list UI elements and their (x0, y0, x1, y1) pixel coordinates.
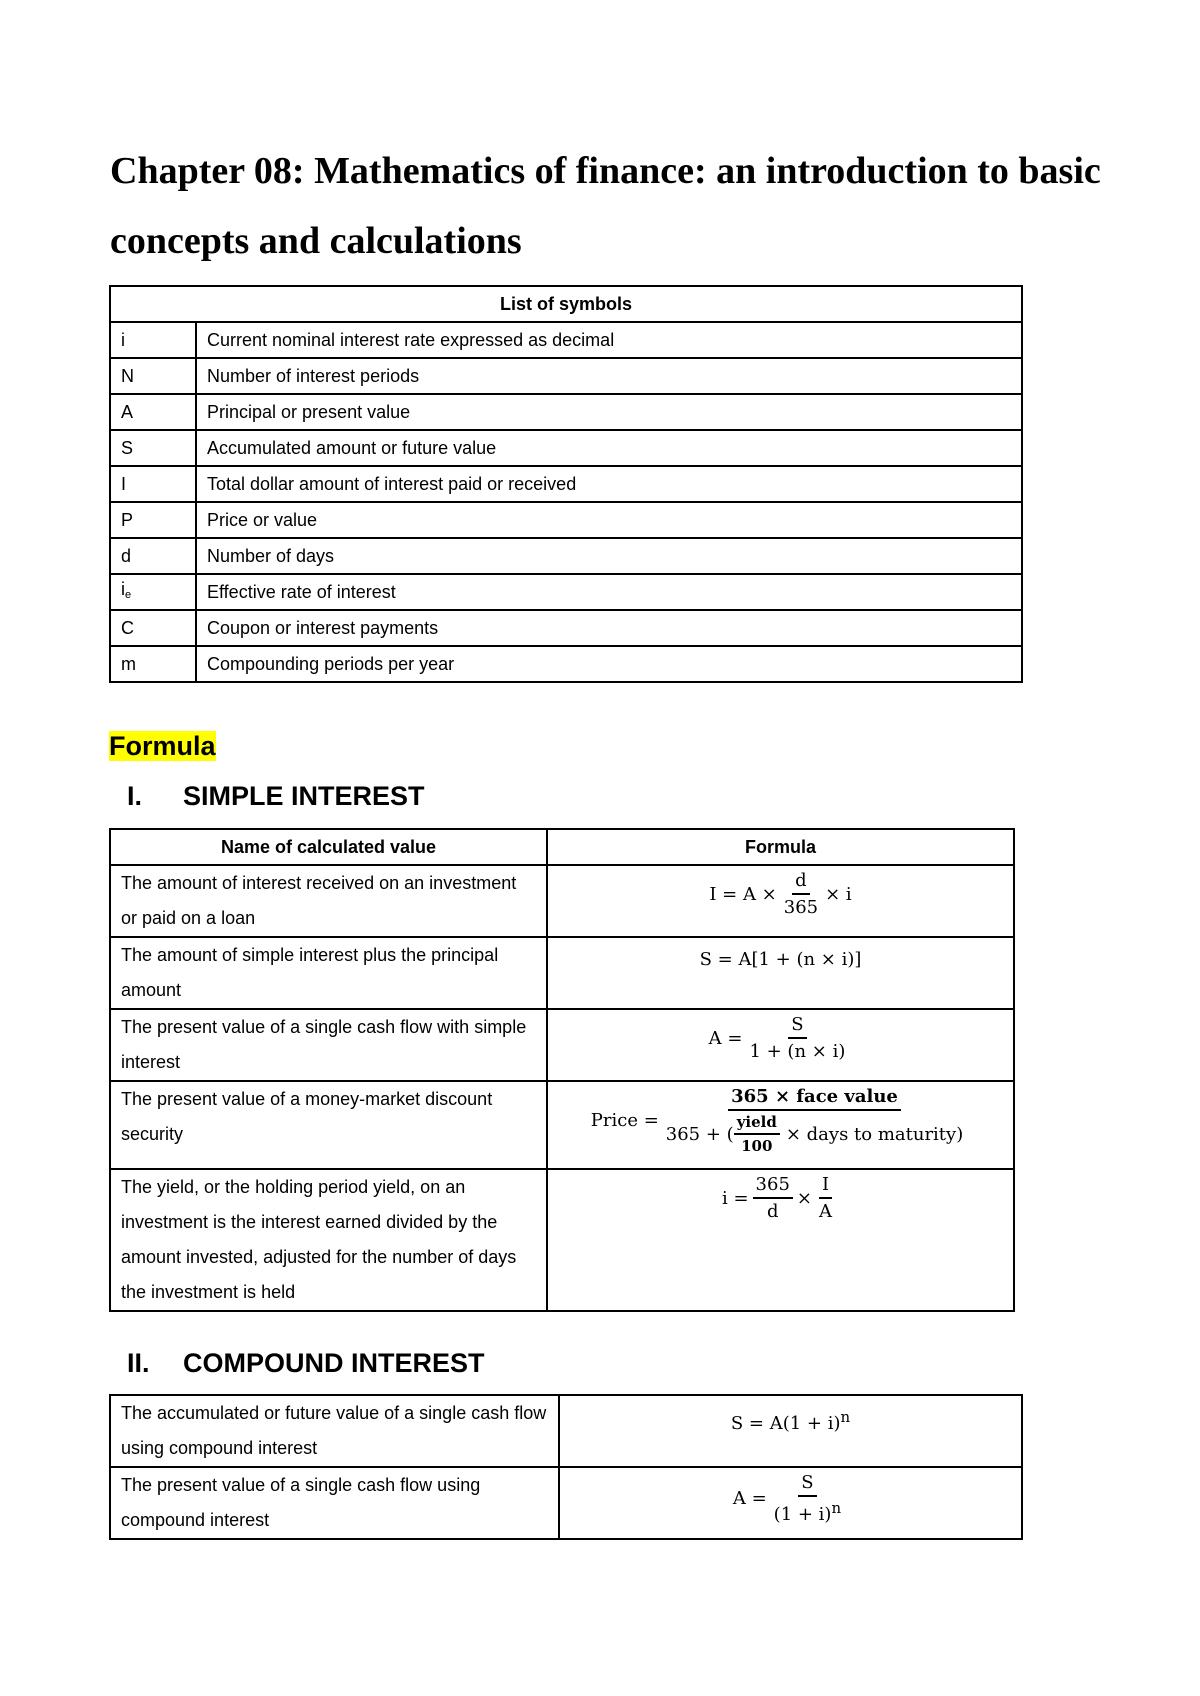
table-row (110, 322, 1022, 358)
table-row (110, 1169, 1014, 1311)
denominator-suffix: × days to maturity) (785, 1123, 964, 1145)
symbol-cell: N (110, 358, 196, 394)
fraction-denominator: 1 + (n × i) (749, 1041, 846, 1062)
formula (733, 1472, 848, 1525)
nested-numerator: yield (734, 1113, 780, 1135)
compound-interest-heading (127, 1345, 485, 1381)
symbol-cell (110, 574, 196, 610)
meaning-cell: Coupon or interest payments (196, 610, 1022, 646)
formula-heading-highlight: Formula (109, 731, 216, 761)
symbols-table-header: List of symbols (110, 286, 1022, 322)
fraction-denominator (771, 1497, 844, 1525)
table-row (110, 394, 1022, 430)
fraction (663, 1086, 966, 1155)
description-cell: The amount of interest received on an investment or paid on a loan (110, 865, 547, 937)
table-row (110, 466, 1022, 502)
fraction-numerator: d (792, 870, 810, 895)
table-row (110, 574, 1022, 610)
symbol-base: i (121, 579, 125, 599)
formula-cell (547, 937, 1014, 1009)
simple-interest-table (109, 828, 1015, 1312)
formula (730, 1408, 851, 1434)
table-row (110, 610, 1022, 646)
nested-denominator: 100 (741, 1137, 773, 1155)
description-cell: The present value of a single cash flow using compound interest (110, 1467, 559, 1539)
formula-lhs: A = (732, 1488, 767, 1509)
fraction-numerator: I (819, 1174, 832, 1199)
formula: S = A[1 + (n × i)] (699, 949, 862, 970)
fraction-denominator: A (819, 1201, 832, 1222)
column-header-formula: Formula (547, 829, 1014, 865)
formula-heading (109, 728, 216, 764)
symbol-cell: i (110, 322, 196, 358)
section-number: I. (127, 781, 143, 811)
fraction-numerator: 365 (753, 1174, 793, 1199)
nested-fraction (734, 1113, 780, 1155)
meaning-cell: Number of days (196, 538, 1022, 574)
table-row (110, 538, 1022, 574)
fraction-numerator: 365 × face value (728, 1086, 901, 1111)
formula-lhs: I = A × (709, 883, 777, 905)
symbol-cell: C (110, 610, 196, 646)
description-cell: The yield, or the holding period yield, on an investment is the interest earned divided by the amount invested, adjusted for the number of days the investment is held (110, 1169, 547, 1311)
table-row (110, 1009, 1014, 1081)
symbol-subscript: e (125, 589, 132, 601)
formula-cell (547, 1081, 1014, 1169)
formula-cell (559, 1467, 1022, 1539)
symbol-cell: d (110, 538, 196, 574)
denominator-exponent: n (831, 1499, 842, 1517)
fraction-denominator: 365 (783, 897, 819, 918)
section-title: COMPOUND INTEREST (183, 1348, 485, 1378)
meaning-cell: Compounding periods per year (196, 646, 1022, 682)
fraction-denominator (663, 1111, 966, 1155)
table-row (110, 1467, 1022, 1539)
formula (709, 1014, 853, 1062)
table-row (110, 646, 1022, 682)
meaning-cell: Principal or present value (196, 394, 1022, 430)
fraction (771, 1472, 844, 1525)
section-title: SIMPLE INTEREST (183, 781, 425, 811)
symbol-cell: A (110, 394, 196, 430)
formula (591, 1086, 970, 1155)
page-title: Chapter 08: Mathematics of finance: an introduction to basic concepts and calculations (110, 150, 1101, 262)
simple-interest-heading (127, 778, 425, 814)
formula-lhs: i = (721, 1187, 749, 1209)
formula (709, 870, 851, 918)
meaning-cell: Effective rate of interest (196, 574, 1022, 610)
fraction (753, 1174, 793, 1222)
description-cell: The present value of a single cash flow with simple interest (110, 1009, 547, 1081)
description-cell: The present value of a money-market discount security (110, 1081, 547, 1169)
table-row (110, 1395, 1022, 1467)
table-row (110, 358, 1022, 394)
denominator-prefix: 365 + ( (665, 1123, 734, 1145)
fraction-numerator: S (798, 1472, 816, 1497)
meaning-cell: Price or value (196, 502, 1022, 538)
formula-base: S = A(1 + i) (730, 1413, 841, 1434)
formula (722, 1174, 839, 1222)
symbol-cell: m (110, 646, 196, 682)
table-row (110, 937, 1014, 1009)
formula-exponent: n (840, 1408, 851, 1426)
formula-operator: × (796, 1187, 812, 1209)
formula-cell (547, 1169, 1014, 1311)
table-row (110, 430, 1022, 466)
fraction-denominator: d (766, 1201, 779, 1222)
symbol-cell: P (110, 502, 196, 538)
fraction (746, 1014, 848, 1062)
symbols-table (109, 285, 1023, 683)
section-number: II. (127, 1348, 150, 1378)
fraction-numerator: S (788, 1014, 806, 1039)
table-row (110, 1081, 1014, 1169)
formula-cell (547, 865, 1014, 937)
table-row (110, 865, 1014, 937)
meaning-cell: Total dollar amount of interest paid or received (196, 466, 1022, 502)
description-cell: The amount of simple interest plus the principal amount (110, 937, 547, 1009)
meaning-cell: Current nominal interest rate expressed as decimal (196, 322, 1022, 358)
formula-rhs: × i (825, 883, 852, 905)
symbol-cell: S (110, 430, 196, 466)
formula-lhs: Price = (590, 1110, 659, 1131)
meaning-cell: Accumulated amount or future value (196, 430, 1022, 466)
symbol-cell: I (110, 466, 196, 502)
compound-interest-table (109, 1394, 1023, 1540)
fraction (816, 1174, 835, 1222)
formula-lhs: A = (708, 1027, 743, 1049)
fraction (781, 870, 821, 918)
formula-cell (559, 1395, 1022, 1467)
description-cell: The accumulated or future value of a single cash flow using compound interest (110, 1395, 559, 1467)
table-row (110, 502, 1022, 538)
column-header-name: Name of calculated value (110, 829, 547, 865)
formula-cell (547, 1009, 1014, 1081)
denominator-base: (1 + i) (773, 1504, 832, 1525)
meaning-cell: Number of interest periods (196, 358, 1022, 394)
